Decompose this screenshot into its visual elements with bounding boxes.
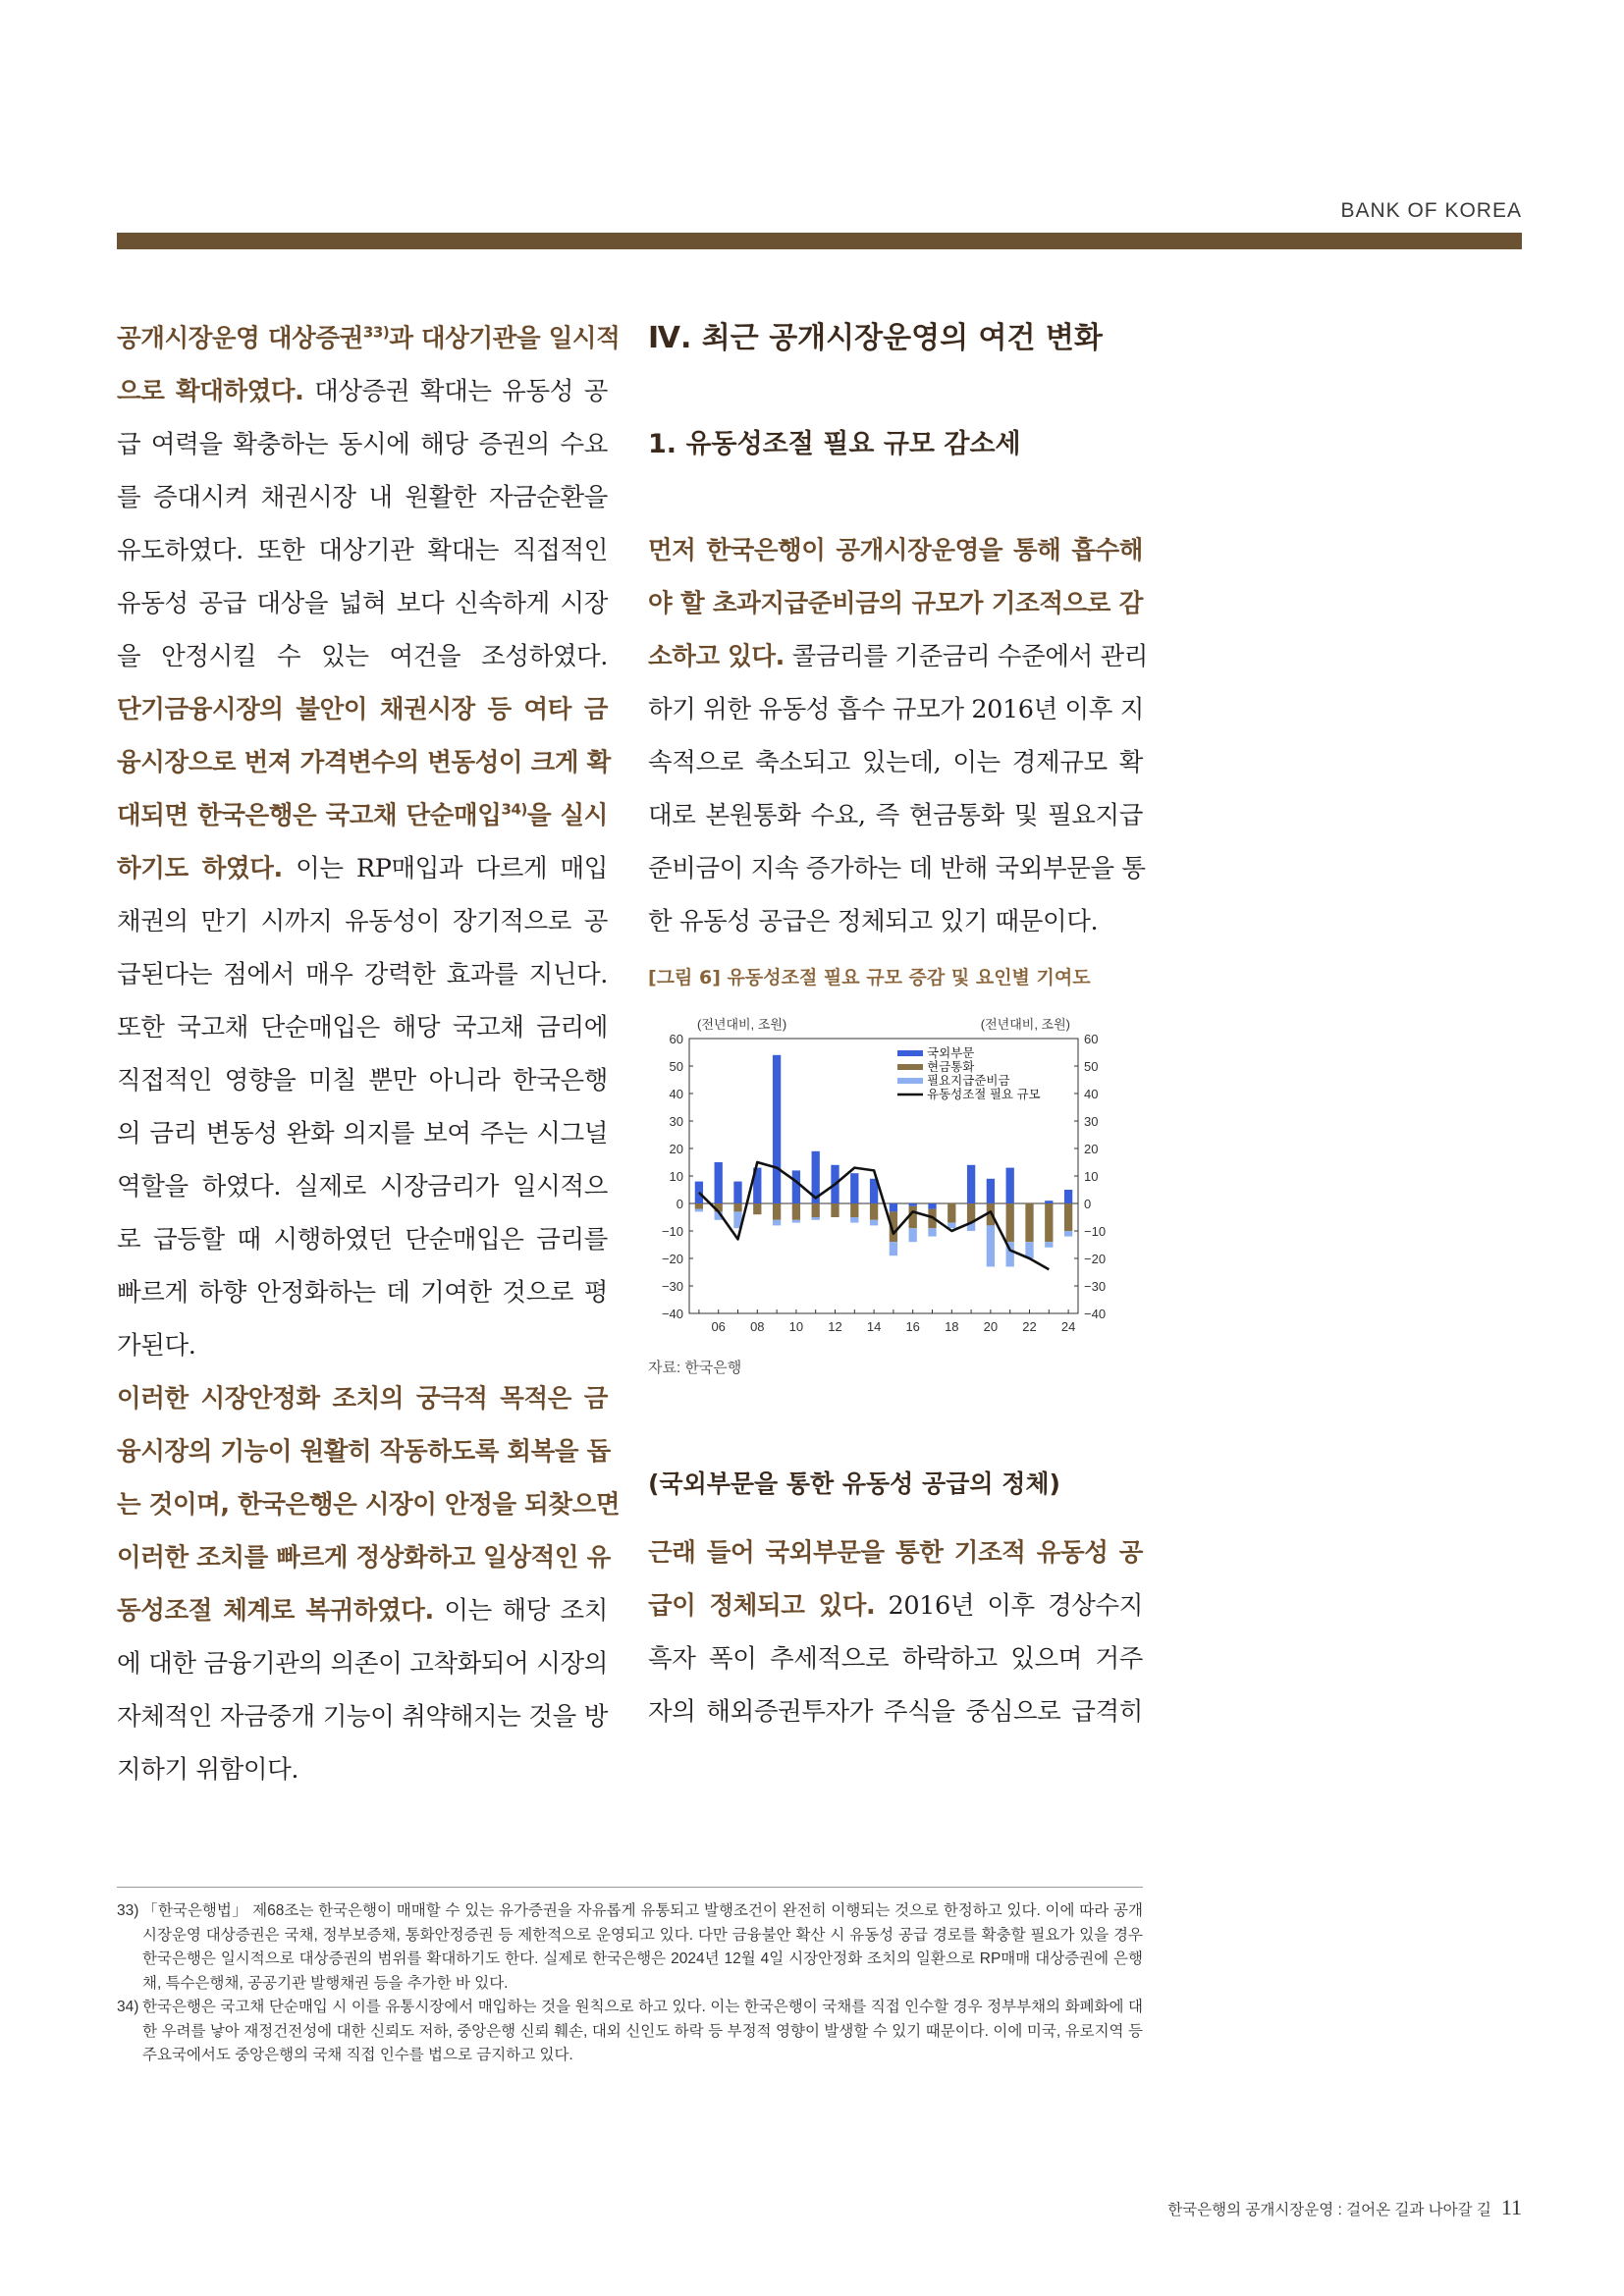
- bar-국외부문: [773, 1055, 781, 1203]
- x-tick-label: 16: [905, 1319, 920, 1334]
- bar-필요지급준비금: [695, 1209, 703, 1212]
- bar-필요지급준비금: [792, 1220, 800, 1223]
- y-tick-label-left: 60: [669, 1032, 683, 1046]
- body-text: 준비금이 지속 증가하는 데 반해 국외부문을 통: [648, 854, 1146, 883]
- left-line: [117, 683, 608, 736]
- emphasized-text: 과 대상기관을 일시적: [389, 324, 621, 353]
- y-tick-label-right: 60: [1084, 1032, 1099, 1046]
- left-line: [117, 312, 621, 365]
- left-line: [117, 1319, 608, 1372]
- body-text: 콜금리를 기준금리 수준에서 관리: [784, 642, 1149, 671]
- body-text: 자체적인 자금중개 기능이 취약해지는 것을 방: [117, 1702, 608, 1732]
- right-p1-line: [648, 524, 1143, 577]
- bar-현금통화: [850, 1203, 858, 1217]
- left-line: [117, 1372, 608, 1425]
- y-tick-label-left: 40: [669, 1087, 683, 1101]
- plot-frame: [689, 1039, 1078, 1313]
- emphasized-text: 이러한 시장안정화 조치의 궁극적 목적은 금: [117, 1384, 608, 1414]
- right-p1-line: [648, 577, 1143, 630]
- body-text: 유동성 공급 대상을 넓혀 보다 신속하게 시장: [117, 589, 608, 618]
- bar-필요지급준비금: [890, 1242, 897, 1255]
- chart-svg: [648, 997, 1119, 1351]
- body-text: 급 여력을 확충하는 동시에 해당 증권의 수요: [117, 430, 608, 459]
- left-line: [117, 1690, 608, 1743]
- bar-현금통화: [1006, 1203, 1014, 1242]
- body-text: 2016년 이후 경상수지: [875, 1591, 1144, 1621]
- bar-현금통화: [773, 1203, 781, 1220]
- body-text: 한 유동성 공급은 정체되고 있기 때문이다.: [648, 907, 1099, 936]
- x-tick-label: 10: [788, 1319, 804, 1334]
- bar-국외부문: [1064, 1190, 1072, 1203]
- left-column: [117, 312, 621, 1796]
- y-tick-label-left: −30: [661, 1279, 683, 1294]
- bar-필요지급준비금: [1064, 1231, 1072, 1237]
- y-tick-label-left: 0: [676, 1197, 683, 1211]
- bar-국외부문: [890, 1203, 897, 1211]
- left-line: [117, 1001, 608, 1054]
- left-line: [117, 1160, 608, 1213]
- body-text: 가된다.: [117, 1331, 196, 1361]
- footnote: [117, 1899, 1143, 1996]
- right-paragraph-2: [648, 1526, 1143, 1738]
- left-line: [117, 1425, 611, 1478]
- section-title: Ⅳ. 최근 공개시장운영의 여건 변화: [648, 321, 1103, 355]
- body-text: 채권의 만기 시까지 유동성이 장기적으로 공: [117, 907, 608, 936]
- body-text: 유도하였다. 또한 대상기관 확대는 직접적인: [117, 536, 608, 565]
- body-text: 또한 국고채 단순매입은 해당 국고채 금리에: [117, 1013, 608, 1042]
- emphasized-text: 이러한 조치를 빠르게 정상화하고 일상적인 유: [117, 1543, 611, 1573]
- body-text: 자의 해외증권투자가 주식을 중심으로 급격히: [648, 1697, 1143, 1727]
- header-rule: [117, 233, 1522, 249]
- emphasized-text: 공개시장운영 대상증권: [117, 324, 363, 353]
- y-unit-left: (전년대비, 조원): [697, 1017, 787, 1032]
- bar-국외부문: [1045, 1201, 1053, 1203]
- emphasized-text: 야 할 초과지급준비금의 규모가 기조적으로 감: [648, 589, 1143, 618]
- bar-필요지급준비금: [928, 1228, 936, 1236]
- right-p1-line: [648, 842, 1146, 895]
- bar-국외부문: [715, 1162, 723, 1203]
- left-line: [117, 948, 608, 1001]
- y-unit-right: (전년대비, 조원): [980, 1017, 1070, 1032]
- legend-label: 유동성조절 필요 규모: [927, 1088, 1041, 1101]
- bar-필요지급준비금: [1045, 1242, 1053, 1248]
- y-tick-label-right: −30: [1084, 1279, 1107, 1294]
- emphasized-text: 을 실시: [526, 801, 608, 830]
- y-tick-label-right: −20: [1084, 1252, 1107, 1266]
- left-line: [117, 895, 608, 948]
- left-line: [117, 1584, 608, 1637]
- bar-현금통화: [753, 1203, 761, 1214]
- bar-필요지급준비금: [850, 1217, 858, 1223]
- body-text: 이는 해당 조치: [433, 1596, 609, 1626]
- emphasized-text: 먼저 한국은행이 공개시장운영을 통해 흡수해: [648, 536, 1143, 565]
- body-text: 로 급등할 때 시행하였던 단순매입은 금리를: [117, 1225, 608, 1255]
- right-p2-line: [648, 1579, 1143, 1632]
- left-line: [117, 842, 608, 895]
- left-line: [117, 1054, 608, 1107]
- body-text: 직접적인 영향을 미칠 뿐만 아니라 한국은행: [117, 1066, 608, 1095]
- emphasized-text: 단기금융시장의 불안이 채권시장 등 여타 금: [117, 695, 608, 724]
- subsection-title: 1. 유동성조절 필요 규모 감소세: [648, 429, 1021, 459]
- footnote-number: 34): [117, 1999, 139, 2015]
- legend-label: 현금통화: [927, 1060, 975, 1074]
- right-paragraph-1: [648, 524, 1149, 948]
- footnotes: [117, 1887, 1143, 2068]
- emphasized-text: 33): [362, 323, 390, 342]
- y-tick-label-right: 40: [1084, 1087, 1099, 1101]
- bar-현금통화: [947, 1203, 955, 1223]
- left-line: [117, 1531, 611, 1584]
- y-tick-label-left: 10: [669, 1169, 683, 1184]
- emphasized-text: 급이 정체되고 있다.: [648, 1591, 876, 1621]
- emphasized-text: 근래 들어 국외부문을 통한 기조적 유동성 공: [648, 1538, 1143, 1568]
- legend-swatch: [897, 1078, 923, 1084]
- left-line: [117, 577, 608, 630]
- body-text: 의 금리 변동성 완화 의지를 보여 주는 시그널: [117, 1119, 608, 1148]
- y-tick-label-right: 0: [1084, 1197, 1092, 1211]
- body-text: 하기 위한 유동성 흡수 규모가 2016년 이후 지: [648, 695, 1144, 724]
- right-p1-line: [648, 683, 1143, 736]
- footnote-text: 한국은행은 국고채 단순매입 시 이를 유통시장에서 매입하는 것을 원칙으로 하고 있다. 이는 한국은행이 국채를 직접 인수할 경우 정부부채의 화폐화에 대한 우려를 낳아 재정건전성에 대한 신뢰도 저하, 중앙은행 신뢰 훼손, 대외 신인도 하락 등 부정적 영향이 발생할 수 있기 때문이다. 이에 미국, 유로지역 등 주요국에서도 중앙은행의 국채 직접 인수를 법으로 금지하고 있다.: [142, 1999, 1143, 2063]
- left-line: [117, 736, 611, 789]
- body-text: 이는 RP매입과 다르게 매입: [282, 854, 608, 883]
- x-tick-label: 08: [750, 1319, 765, 1334]
- bar-필요지급준비금: [870, 1220, 878, 1226]
- bar-국외부문: [850, 1173, 858, 1203]
- page-footer: [1167, 2195, 1522, 2220]
- right-p2-line: [648, 1526, 1143, 1579]
- emphasized-text: 하기도 하였다.: [117, 854, 283, 883]
- right-p2-line: [648, 1685, 1143, 1738]
- page-number: 11: [1500, 2195, 1522, 2219]
- bar-현금통화: [909, 1206, 917, 1228]
- right-p1-line: [648, 895, 1143, 948]
- y-tick-label-right: −10: [1084, 1224, 1107, 1239]
- bar-현금통화: [695, 1203, 703, 1209]
- legend-label: 국외부문: [927, 1046, 975, 1060]
- y-tick-label-left: −40: [661, 1307, 683, 1321]
- body-text: 속적으로 축소되고 있는데, 이는 경제규모 확: [648, 748, 1143, 777]
- body-text: 을 안정시킬 수 있는 여건을 조성하였다.: [117, 642, 608, 671]
- bar-국외부문: [1006, 1168, 1014, 1203]
- figure-chart: [648, 997, 1119, 1351]
- bar-국외부문: [928, 1203, 936, 1209]
- emphasized-text: 는 것이며, 한국은행은 시장이 안정을 되찾으면: [117, 1490, 621, 1520]
- legend-label: 필요지급준비금: [927, 1074, 1010, 1088]
- figure-source: 자료: 한국은행: [648, 1360, 742, 1376]
- body-text: 를 증대시켜 채권시장 내 원활한 자금순환을: [117, 483, 608, 512]
- x-tick-label: 12: [828, 1319, 842, 1334]
- left-line: [117, 1637, 608, 1690]
- emphasized-text: 동성조절 체계로 복귀하였다.: [117, 1596, 434, 1626]
- right-p2-line: [648, 1632, 1143, 1685]
- x-tick-label: 24: [1060, 1319, 1076, 1334]
- bar-필요지급준비금: [812, 1217, 820, 1220]
- left-line: [117, 1213, 608, 1266]
- body-text: 흑자 폭이 추세적으로 하락하고 있으며 거주: [648, 1644, 1143, 1674]
- legend-swatch: [897, 1064, 923, 1070]
- emphasized-text: 대되면 한국은행은 국고채 단순매입: [117, 801, 502, 830]
- left-line: [117, 1478, 621, 1531]
- bar-국외부문: [909, 1203, 917, 1206]
- running-title: 한국은행의 공개시장운영 : 걸어온 길과 나아갈 길: [1167, 2202, 1491, 2218]
- figure-title: [그림 6] 유동성조절 필요 규모 증감 및 요인별 기여도: [648, 967, 1091, 988]
- x-tick-label: 06: [711, 1319, 726, 1334]
- y-tick-label-left: −10: [661, 1224, 683, 1239]
- x-tick-label: 18: [945, 1319, 959, 1334]
- right-p1-line: [648, 789, 1143, 842]
- subheading: (국외부문을 통한 유동성 공급의 정체): [648, 1469, 1060, 1498]
- y-tick-label-left: −20: [661, 1252, 683, 1266]
- footnote-text: 「한국은행법」 제68조는 한국은행이 매매할 수 있는 유가증권을 자유롭게 유통되고 발행조건이 완전히 이행되는 것으로 한정하고 있다. 이에 따라 공개시장운영 대상증권은 국채, 정부보증채, 통화안정증권 등 제한적으로 운영되고 있다. 다만 금융불안 확산 시 유동성 공급 경로를 확충할 필요가 있을 경우 한국은행은 일시적으로 대상증권의 범위를 확대하기도 한다. 실제로 한국은행은 2024년 12월 4일 시장안정화 조치의 일환으로 RP매매 대상증권에 은행채, 특수은행채, 공공기관 발행채권 등을 추가한 바 있다.: [142, 1902, 1143, 1992]
- emphasized-text: 34): [501, 800, 527, 819]
- y-tick-label-right: −40: [1084, 1307, 1107, 1321]
- emphasized-text: 소하고 있다.: [648, 642, 785, 671]
- left-line: [117, 471, 608, 524]
- y-tick-label-right: 20: [1084, 1142, 1099, 1156]
- left-line: [117, 1107, 608, 1160]
- right-p1-line: [648, 736, 1143, 789]
- footnote-number: 33): [117, 1902, 139, 1919]
- header-brand: BANK OF KOREA: [1340, 199, 1522, 222]
- body-text: 대로 본원통화 수요, 즉 현금통화 및 필요지급: [648, 801, 1143, 830]
- bar-국외부문: [792, 1170, 800, 1203]
- bar-국외부문: [733, 1182, 741, 1203]
- left-line: [117, 1743, 608, 1796]
- left-line: [117, 365, 608, 418]
- left-line: [117, 789, 608, 842]
- body-text: 지하기 위함이다.: [117, 1755, 299, 1785]
- body-text: 에 대한 금융기관의 의존이 고착화되어 시장의: [117, 1649, 608, 1679]
- bar-현금통화: [831, 1203, 839, 1217]
- left-line: [117, 418, 608, 471]
- body-text: 빠르게 하향 안정화하는 데 기여한 것으로 평: [117, 1278, 608, 1308]
- y-tick-label-left: 50: [669, 1059, 683, 1074]
- x-tick-label: 22: [1022, 1319, 1037, 1334]
- y-tick-label-left: 30: [669, 1114, 683, 1129]
- bar-필요지급준비금: [773, 1220, 781, 1226]
- body-text: 대상증권 확대는 유동성 공: [303, 377, 608, 406]
- bar-국외부문: [987, 1179, 995, 1203]
- x-tick-label: 14: [866, 1319, 882, 1334]
- right-column: [648, 312, 1149, 1738]
- bar-현금통화: [870, 1203, 878, 1220]
- left-body-text: [117, 312, 621, 1796]
- bar-현금통화: [1045, 1203, 1053, 1242]
- body-text: 역할을 하였다. 실제로 시장금리가 일시적으: [117, 1172, 608, 1201]
- legend-swatch: [897, 1050, 923, 1056]
- left-line: [117, 630, 608, 683]
- right-p1-line: [648, 630, 1149, 683]
- x-tick-label: 20: [983, 1319, 999, 1334]
- bar-현금통화: [733, 1203, 741, 1211]
- y-tick-label-right: 50: [1084, 1059, 1099, 1074]
- bar-필요지급준비금: [909, 1228, 917, 1242]
- footnote: [117, 1996, 1143, 2068]
- left-line: [117, 1266, 608, 1319]
- bar-현금통화: [1064, 1203, 1072, 1231]
- emphasized-text: 으로 확대하였다.: [117, 377, 304, 406]
- emphasized-text: 융시장의 기능이 원활히 작동하도록 회복을 돕: [117, 1437, 611, 1467]
- bar-현금통화: [1025, 1203, 1033, 1242]
- y-tick-label-left: 20: [669, 1142, 683, 1156]
- bar-국외부문: [967, 1165, 975, 1203]
- bar-현금통화: [792, 1203, 800, 1220]
- y-tick-label-right: 10: [1084, 1169, 1099, 1184]
- emphasized-text: 융시장으로 번져 가격변수의 변동성이 크게 확: [117, 748, 611, 777]
- bar-현금통화: [812, 1203, 820, 1217]
- y-tick-label-right: 30: [1084, 1114, 1099, 1129]
- left-line: [117, 524, 608, 577]
- bar-필요지급준비금: [987, 1225, 995, 1266]
- body-text: 급된다는 점에서 매우 강력한 효과를 지닌다.: [117, 960, 608, 989]
